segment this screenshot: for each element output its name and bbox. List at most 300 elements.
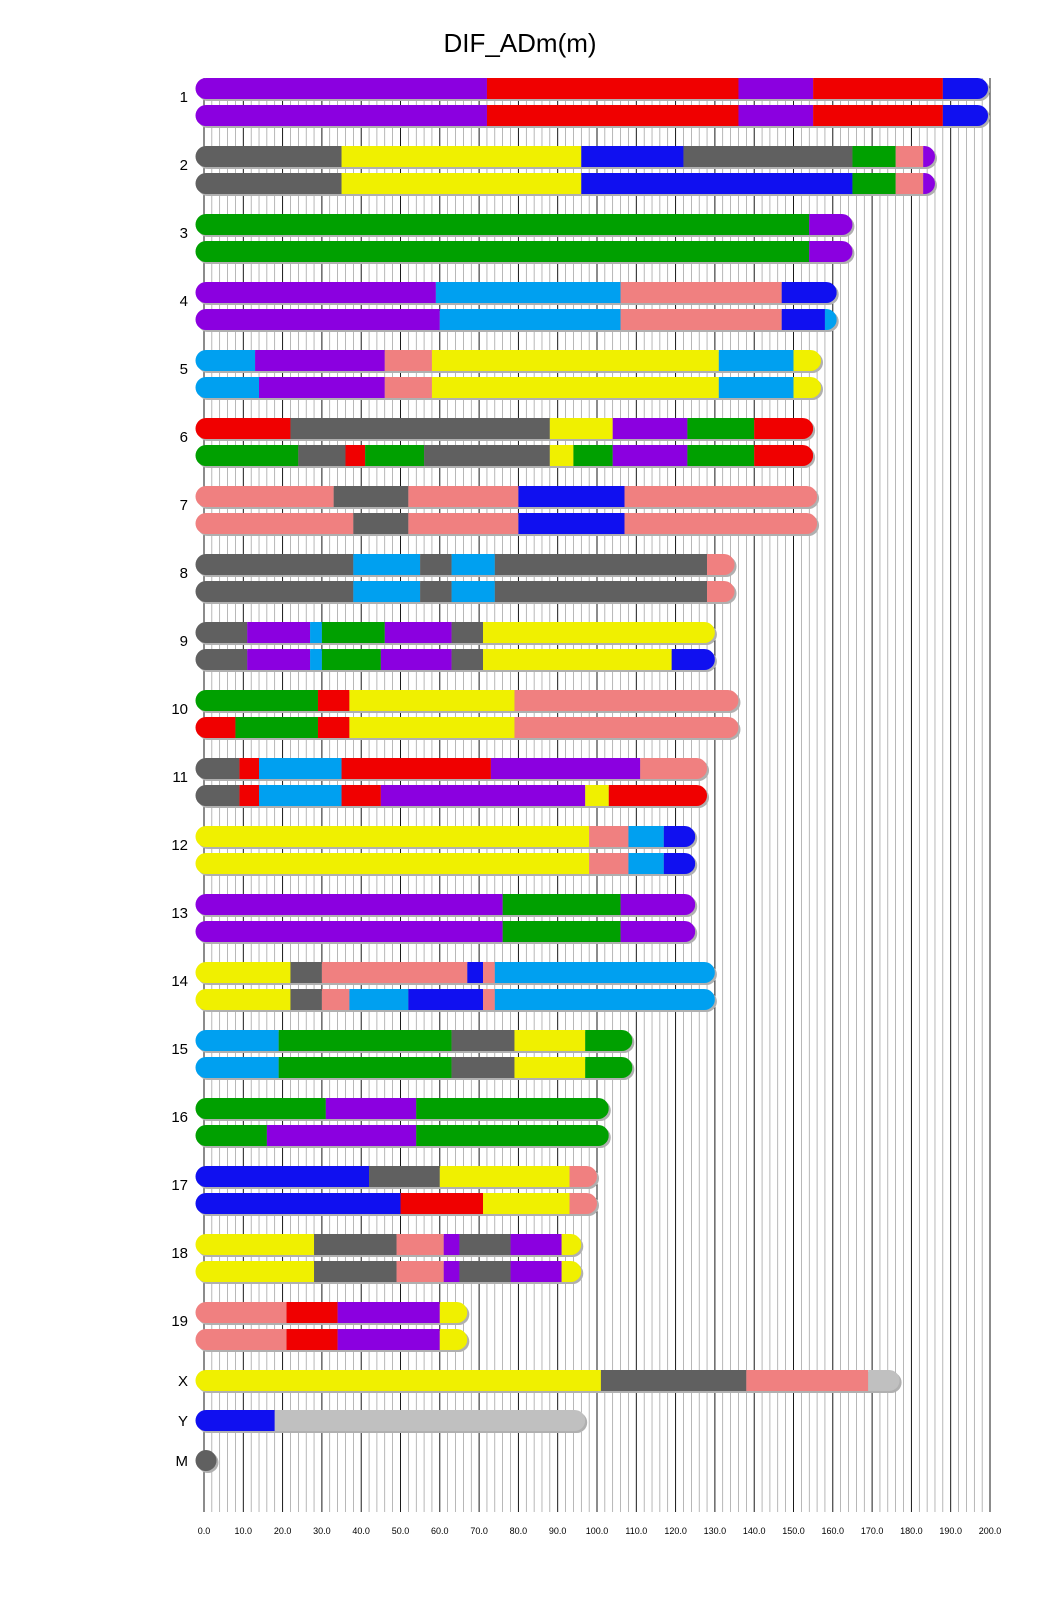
segment-pink	[196, 513, 354, 534]
chromosome-label: 9	[179, 633, 188, 650]
segment-red	[342, 785, 381, 806]
haplotype-bar	[196, 78, 989, 99]
segment-blue	[196, 1166, 370, 1187]
segment-purple	[621, 921, 696, 942]
segment-purple	[381, 649, 452, 670]
haplotype-bar	[196, 690, 739, 711]
segment-yellow	[514, 1057, 585, 1078]
chromosome-m	[196, 1450, 219, 1473]
haplotype-bar	[196, 1370, 900, 1391]
segment-purple	[338, 1329, 440, 1350]
x-tick-label: 120.0	[664, 1526, 687, 1536]
segment-pink	[408, 486, 518, 507]
segment-blue	[664, 853, 695, 874]
segment-blue	[581, 146, 683, 167]
segment-green	[687, 418, 754, 439]
segment-cyan	[196, 1030, 279, 1051]
segment-yellow	[483, 1193, 569, 1214]
segment-red	[345, 445, 365, 466]
chromosome-label: 14	[171, 973, 188, 990]
segment-cyan	[495, 962, 715, 983]
chromosome-label: 19	[171, 1313, 188, 1330]
x-tick-label: 20.0	[273, 1526, 292, 1536]
chromosome-13	[196, 894, 698, 944]
segment-purple	[196, 78, 487, 99]
haplotype-bar	[196, 377, 822, 398]
chromosome-label: 4	[179, 293, 188, 310]
chromosome-10	[196, 690, 741, 740]
haplotype-bar	[196, 486, 818, 507]
chromosome-label: 5	[179, 361, 188, 378]
segment-gray	[314, 1234, 397, 1255]
segment-green	[585, 1030, 632, 1051]
chromosome-1	[196, 78, 991, 128]
segment-purple	[255, 350, 385, 371]
segment-red	[239, 758, 259, 779]
chromosome-16	[196, 1098, 611, 1148]
haplotype-bar	[196, 1234, 582, 1255]
haplotype-bar	[196, 717, 739, 738]
x-tick-label: 150.0	[782, 1526, 805, 1536]
haplotype-bar	[196, 1057, 633, 1078]
x-tick-label: 40.0	[352, 1526, 370, 1536]
segment-blue	[196, 1193, 401, 1214]
haplotype-bar	[196, 649, 715, 670]
segment-gray	[495, 581, 707, 602]
x-tick-label: 140.0	[742, 1526, 766, 1536]
segment-gray	[452, 1057, 515, 1078]
segment-yellow	[550, 445, 574, 466]
segment-yellow	[196, 1234, 315, 1255]
segment-gray	[459, 1261, 510, 1282]
segment-green	[503, 921, 621, 942]
segment-purple	[738, 78, 813, 99]
segment-blue	[943, 78, 988, 99]
segment-blue	[672, 649, 715, 670]
chromosome-label: 18	[171, 1245, 188, 1262]
segment-cyan	[628, 853, 663, 874]
segment-pink	[483, 962, 495, 983]
chromosome-label: 13	[171, 905, 188, 922]
segment-purple	[491, 758, 640, 779]
haplotype-bar	[196, 1098, 609, 1119]
segment-red	[813, 105, 943, 126]
segment-pink	[196, 1302, 287, 1323]
segment-pink	[896, 173, 924, 194]
segment-gray	[353, 513, 408, 534]
segment-cyan	[196, 1057, 279, 1078]
segment-purple	[809, 241, 852, 262]
chromosome-11	[196, 758, 710, 808]
segment-pink	[196, 486, 334, 507]
segment-gray	[290, 962, 321, 983]
chromosome-label: 7	[179, 497, 188, 514]
haplotype-bar	[196, 1125, 609, 1146]
chromosome-15	[196, 1030, 635, 1080]
segment-pink	[589, 826, 628, 847]
x-tick-label: 30.0	[313, 1526, 331, 1536]
segment-green	[322, 649, 381, 670]
segment-gray	[196, 554, 354, 575]
segment-yellow	[432, 350, 719, 371]
segment-green	[196, 690, 318, 711]
haplotype-bar	[196, 445, 814, 466]
haplotype-bar	[196, 1410, 586, 1431]
haplotype-bar	[196, 1302, 468, 1323]
chromosome-label: 8	[179, 565, 188, 582]
chromosome-label: M	[175, 1453, 188, 1470]
segment-gray	[420, 581, 451, 602]
segment-purple	[326, 1098, 416, 1119]
chromosome-4	[196, 282, 839, 332]
segment-red	[487, 105, 739, 126]
haplotype-bar	[196, 173, 935, 194]
segment-purple	[196, 894, 503, 915]
haplotype-bar	[196, 282, 837, 303]
chromosome-5	[196, 350, 824, 400]
segment-gray	[424, 445, 550, 466]
x-tick-label: 190.0	[939, 1526, 962, 1536]
segment-pink	[640, 758, 707, 779]
segment-green	[279, 1057, 452, 1078]
x-tick-label: 180.0	[900, 1526, 923, 1536]
segment-gray	[452, 622, 483, 643]
segment-cyan	[436, 282, 621, 303]
segment-cyan	[259, 758, 342, 779]
chromosome-label: 10	[171, 701, 188, 718]
haplotype-bar	[196, 1166, 598, 1187]
segment-gray	[196, 581, 354, 602]
segment-gray	[683, 146, 852, 167]
segment-gray	[196, 785, 240, 806]
segment-green	[852, 146, 895, 167]
segment-blue	[782, 282, 837, 303]
segment-yellow	[196, 826, 590, 847]
chromosome-3	[196, 214, 855, 264]
haplotype-bar	[196, 554, 735, 575]
segment-pink	[621, 309, 782, 330]
segment-pink	[514, 717, 738, 738]
chromosome-label: X	[177, 1373, 188, 1390]
chromosome-14	[196, 962, 717, 1012]
haplotype-bar	[196, 921, 696, 942]
segment-purple	[385, 622, 452, 643]
chromosome-18	[196, 1234, 584, 1284]
segment-gray	[459, 1234, 510, 1255]
segment-green	[322, 622, 385, 643]
haplotype-bar	[196, 826, 696, 847]
haplotype-bar	[196, 894, 696, 915]
haplotype-bar	[196, 962, 715, 983]
segment-cyan	[495, 989, 715, 1010]
segment-green	[196, 445, 299, 466]
segment-green	[416, 1125, 609, 1146]
segment-red	[487, 78, 739, 99]
segment-gray	[196, 173, 342, 194]
chromosome-label: 16	[171, 1109, 188, 1126]
haplotype-bar	[196, 214, 853, 235]
segment-lightgray	[868, 1370, 899, 1391]
segment-gray	[369, 1166, 440, 1187]
segment-cyan	[353, 554, 420, 575]
segment-red	[401, 1193, 484, 1214]
segment-red	[239, 785, 259, 806]
segment-cyan	[353, 581, 420, 602]
segment-purple	[196, 105, 487, 126]
chromosome-7	[196, 486, 820, 536]
segment-yellow	[196, 1370, 601, 1391]
segment-red	[287, 1329, 338, 1350]
segment-yellow	[440, 1302, 468, 1323]
haplotype-bar	[196, 989, 715, 1010]
chromosome-x	[196, 1370, 902, 1393]
segment-green	[235, 717, 318, 738]
segment-yellow	[794, 350, 822, 371]
segment-gray	[452, 1030, 515, 1051]
segment-pink	[322, 989, 350, 1010]
segment-purple	[267, 1125, 416, 1146]
segment-pink	[589, 853, 628, 874]
segment-blue	[664, 826, 695, 847]
segment-purple	[613, 418, 688, 439]
segment-purple	[738, 105, 813, 126]
x-tick-label: 60.0	[431, 1526, 449, 1536]
chromosome-label: Y	[177, 1413, 188, 1430]
segment-purple	[259, 377, 385, 398]
segment-blue	[518, 486, 624, 507]
haplotype-bar	[196, 146, 935, 167]
segment-yellow	[432, 377, 719, 398]
x-tick-label: 90.0	[548, 1526, 567, 1536]
segment-blue	[518, 513, 624, 534]
haplotype-bar	[196, 1193, 598, 1214]
haplotype-bar	[196, 581, 735, 602]
haplotype-bar	[196, 853, 696, 874]
x-tick-label: 80.0	[509, 1526, 528, 1536]
segment-pink	[621, 282, 782, 303]
segment-cyan	[259, 785, 342, 806]
segment-cyan	[628, 826, 663, 847]
segment-pink	[514, 690, 738, 711]
segment-gray	[495, 554, 707, 575]
segment-gray	[601, 1370, 746, 1391]
segment-gray	[196, 1450, 217, 1471]
segment-red	[754, 418, 813, 439]
haplotype-bar	[196, 1329, 468, 1350]
segment-pink	[408, 513, 518, 534]
segment-blue	[581, 173, 852, 194]
chart-title: DIF_ADm(m)	[443, 28, 597, 58]
chromosome-labels	[171, 89, 188, 1470]
chromosome-label: 1	[179, 89, 188, 106]
segment-pink	[625, 513, 818, 534]
segment-blue	[408, 989, 483, 1010]
segment-gray	[314, 1261, 397, 1282]
segment-purple	[196, 282, 436, 303]
haplotype-bar	[196, 513, 818, 534]
x-tick-label: 10.0	[234, 1526, 253, 1536]
segment-pink	[385, 377, 432, 398]
segment-red	[196, 418, 291, 439]
segment-gray	[298, 445, 345, 466]
x-axis-tick-labels	[198, 1526, 1002, 1536]
segment-cyan	[440, 309, 621, 330]
segment-purple	[247, 622, 310, 643]
x-tick-label: 110.0	[625, 1526, 648, 1536]
chromosome-label: 2	[179, 157, 188, 174]
haplotype-bar	[196, 105, 989, 126]
segment-green	[196, 1098, 326, 1119]
segment-cyan	[196, 350, 256, 371]
segment-pink	[625, 486, 818, 507]
segment-cyan	[452, 554, 495, 575]
segment-lightgray	[275, 1410, 585, 1431]
x-tick-label: 170.0	[860, 1526, 884, 1536]
segment-purple	[338, 1302, 440, 1323]
segment-red	[318, 717, 349, 738]
haplotype-bar	[196, 309, 837, 330]
haplotype-bar	[196, 622, 715, 643]
segment-cyan	[310, 622, 322, 643]
segment-cyan	[719, 350, 794, 371]
segment-red	[754, 445, 813, 466]
segment-blue	[467, 962, 483, 983]
segment-blue	[943, 105, 988, 126]
haplotype-bar	[196, 758, 708, 779]
segment-purple	[247, 649, 310, 670]
segment-yellow	[794, 377, 822, 398]
segment-gray	[420, 554, 451, 575]
chromosome-12	[196, 826, 698, 876]
segment-pink	[707, 554, 735, 575]
segment-yellow	[514, 1030, 585, 1051]
segment-red	[609, 785, 707, 806]
segment-gray	[196, 758, 240, 779]
segment-yellow	[196, 853, 590, 874]
segment-cyan	[310, 649, 322, 670]
segment-yellow	[342, 146, 582, 167]
segment-red	[196, 717, 236, 738]
segment-pink	[707, 581, 735, 602]
x-tick-label: 200.0	[978, 1526, 1002, 1536]
haplotype-bar	[196, 1450, 217, 1471]
chromosome-6	[196, 418, 816, 468]
segment-cyan	[719, 377, 794, 398]
segment-green	[196, 241, 810, 262]
segment-pink	[397, 1261, 444, 1282]
chromosome-label: 17	[171, 1177, 188, 1194]
haplotype-bar	[196, 241, 853, 262]
haplotype-bar	[196, 1261, 582, 1282]
segment-gray	[334, 486, 409, 507]
segment-gray	[196, 649, 248, 670]
segment-pink	[196, 1329, 287, 1350]
chromosome-label: 3	[179, 225, 188, 242]
segment-purple	[511, 1261, 562, 1282]
x-tick-label: 70.0	[470, 1526, 488, 1536]
segment-purple	[381, 785, 585, 806]
segment-yellow	[483, 649, 672, 670]
x-tick-label: 130.0	[703, 1526, 727, 1536]
chromosome-label: 15	[171, 1041, 188, 1058]
segment-pink	[483, 989, 495, 1010]
segment-yellow	[196, 1261, 315, 1282]
chromosome-label: 6	[179, 429, 188, 446]
segment-yellow	[483, 622, 715, 643]
segment-blue	[782, 309, 825, 330]
segment-purple	[444, 1234, 460, 1255]
segment-pink	[322, 962, 467, 983]
chromosome-label: 12	[171, 837, 188, 854]
segment-pink	[746, 1370, 868, 1391]
chromosome-2	[196, 146, 937, 196]
x-tick-label: 100.0	[585, 1526, 609, 1536]
x-tick-label: 50.0	[391, 1526, 410, 1536]
segment-yellow	[440, 1166, 570, 1187]
chromosome-bars	[196, 78, 991, 1473]
x-tick-label: 0.0	[197, 1526, 211, 1536]
segment-cyan	[196, 377, 260, 398]
segment-red	[813, 78, 943, 99]
segment-cyan	[349, 989, 408, 1010]
segment-gray	[290, 989, 321, 1010]
chromosome-9	[196, 622, 717, 672]
segment-yellow	[342, 173, 582, 194]
segment-green	[687, 445, 754, 466]
segment-purple	[196, 921, 503, 942]
segment-purple	[809, 214, 852, 235]
segment-yellow	[196, 962, 291, 983]
segment-green	[196, 214, 810, 235]
segment-yellow	[349, 717, 514, 738]
segment-purple	[621, 894, 696, 915]
segment-green	[573, 445, 612, 466]
segment-cyan	[452, 581, 495, 602]
haplotype-bar	[196, 1030, 633, 1051]
segment-purple	[613, 445, 688, 466]
segment-yellow	[349, 690, 514, 711]
segment-green	[852, 173, 895, 194]
segment-gray	[196, 622, 248, 643]
segment-red	[287, 1302, 338, 1323]
segment-pink	[896, 146, 924, 167]
segment-red	[342, 758, 491, 779]
haplotype-bar	[196, 785, 708, 806]
haplotype-bar	[196, 350, 822, 371]
segment-green	[416, 1098, 609, 1119]
segment-green	[365, 445, 424, 466]
chromosome-17	[196, 1166, 600, 1216]
chromosome-y	[196, 1410, 588, 1433]
segment-red	[318, 690, 349, 711]
segment-gray	[452, 649, 483, 670]
segment-purple	[196, 309, 440, 330]
segment-gray	[196, 146, 342, 167]
segment-pink	[569, 1193, 597, 1214]
segment-pink	[397, 1234, 444, 1255]
chromosome-8	[196, 554, 737, 604]
segment-green	[279, 1030, 452, 1051]
segment-purple	[511, 1234, 562, 1255]
segment-blue	[196, 1410, 275, 1431]
segment-pink	[569, 1166, 597, 1187]
segment-pink	[385, 350, 432, 371]
segment-purple	[444, 1261, 460, 1282]
chromosome-19	[196, 1302, 470, 1352]
segment-yellow	[196, 989, 291, 1010]
segment-green	[585, 1057, 632, 1078]
segment-green	[196, 1125, 267, 1146]
